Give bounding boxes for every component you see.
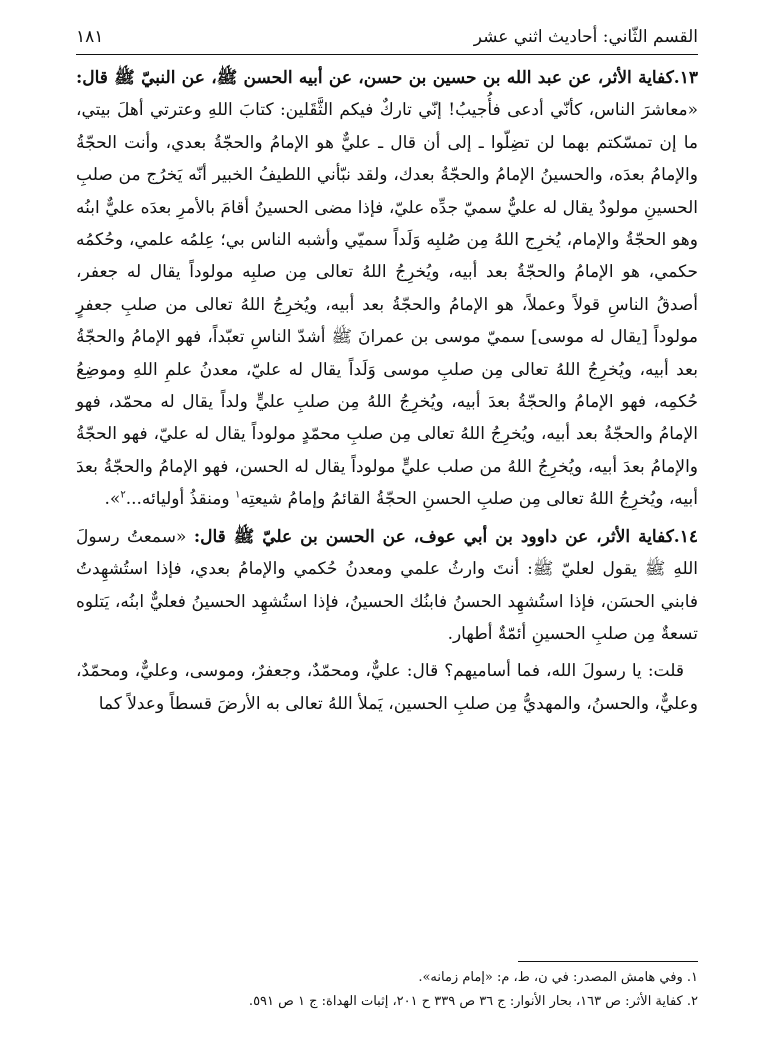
footnote-ref-1[interactable]: ١: [234, 489, 241, 501]
hadith-14-text: «سمعتُ رسولَ اللهِ ﷺ يقول لعليّ ﷺ: أنتَ وارثُ علمي ومعدنُ حُكمي والإمامُ بعدي، فإذا استُشهِدتُ فابني الحسَن، فإذا استُشهِد الحسنُ فابنُك الحسينُ، فإذا استُشهِد الحسينُ فعليٌّ ابنُه، يَتلوه تسعةٌ مِن صلبِ الحسينِ أئمّةٌ أطهار.: [76, 526, 698, 644]
hadith-14-continued: [76, 655, 698, 720]
running-title: القسم الثّاني: أحاديث اثني عشر: [473, 27, 698, 47]
footnotes: [76, 966, 698, 1014]
footnote-ref-2[interactable]: ٢: [120, 489, 126, 501]
hadith-14-heading: ١٤.كفاية الأثر، عن داوود بن أبي عوف، عن الحسن بن عليّ ﷺ قال:: [193, 526, 698, 547]
main-text: [76, 62, 698, 720]
header-rule: [76, 54, 698, 55]
footnote-rule: [518, 961, 698, 962]
footnote-2: ٢. كفاية الأثر: ص ١٦٣، بحار الأنوار: ج ٣٦ ص ٣٣٩ ح ٢٠١، إثبات الهداة: ج ١ ص ٥٩١.: [248, 994, 698, 1009]
hadith-13-heading: ١٣.كفاية الأثر، عن عبد الله بن حسين بن حسن، عن أبيه الحسن ﷺ، عن النبيّ ﷺ قال:: [76, 68, 698, 88]
hadith-14: [76, 521, 698, 651]
hadith-13: [76, 62, 698, 516]
page-header: [76, 22, 698, 48]
hadith-13-text-end: ومنقذُ أوليائه...: [125, 489, 235, 510]
hadith-13-text: «معاشرَ الناس، كأنّي أدعى فأُجيبُ! إنّي تاركٌ فيكم الثَّقَلين: كتابَ اللهِ وعترتي أهلَ بيتي، ما إن تمسّكتم بهما لن تضِلّوا ـ إلى أن قال ـ عليٌّ هو الإمامُ والحجّةُ بعدي، وأنت الحجّةُ والإمامُ بعدَه، والحسينُ الإمامُ والحجّةُ بعدك، ولقد نبّأني اللطيفُ الخبير أنّه يَخرُج من صلبِ الحسينِ مولودٌ يقال له عليٌّ سميّ جدِّه عليّ، فإذا مضى الحسينُ أقامَ بالأمرِ بعدَه عليٌّ ابنُه وهو الحجّةُ والإمام، يُخرِج اللهُ مِن صُلبِه وَلَداً سميّي وأشبه الناس بي؛ عِلمُه علمي، وحُكمُه حكمي، هو الإمامُ والحجّةُ بعد أبيه، ويُخرِجُ اللهُ تعالى مِن صلبِه مولوداً يقال له جعفر، أصدقُ الناسِ قولاً وعملاً، هو الإمامُ والحجّةُ بعد أبيه، ويُخرِجُ اللهُ تعالى من صلبِ جعفرٍ مولوداً [يقال له موسى] سميّ موسى بن عمرانَ ﷺ أشدّ الناسِ تعبّداً، فهو الإمامُ والحجّةُ بعد أبيه، ويُخرِجُ اللهُ تعالى مِن صلبِ موسى وَلَداً يقال له عليّ، معدنُ علمِ اللهِ وموضِعُ حُكمِه، فهو الإمامُ والحجّةُ بعدَ أبيه، ويُخرِجُ اللهُ مِن صلبِ عليٍّ ولداً يقال له محمّد، فهو الإمامُ والحجّةُ بعد أبيه، ويُخرِجُ اللهُ تعالى مِن صلبِ محمّدٍ مولوداً يقال له عليّ، فهو الحجّةُ والإمامُ بعدَ أبيه، ويُخرِجُ اللهُ من صلب عليٍّ مولوداً يقال له الحسن، فهو الإمامُ والحجّةُ بعدَ أبيه، ويُخرِجُ اللهُ تعالى مِن صلبِ الحسنِ الحجّةُ القائمُ وإمامُ شيعتِه: [76, 100, 698, 510]
hadith-14-continued-text: قلت: يا رسولَ الله، فما أساميهم؟ قال: عليٌّ، ومحمّدٌ، وجعفرٌ، وموسى، وعليٌّ، ومحمّدٌ، وعليٌّ، والحسنُ، والمهديُّ مِن صلبِ الحسين، يَملأ اللهُ تعالى به الأرضَ قسطاً وعدلاً كما: [76, 661, 698, 714]
hadith-13-close-quote: ».: [104, 489, 121, 510]
page-number: ١٨١: [76, 27, 104, 47]
footnote-1: ١. وفي هامش المصدر: في ن، ط، م: «إمام زمانه».: [418, 970, 698, 985]
